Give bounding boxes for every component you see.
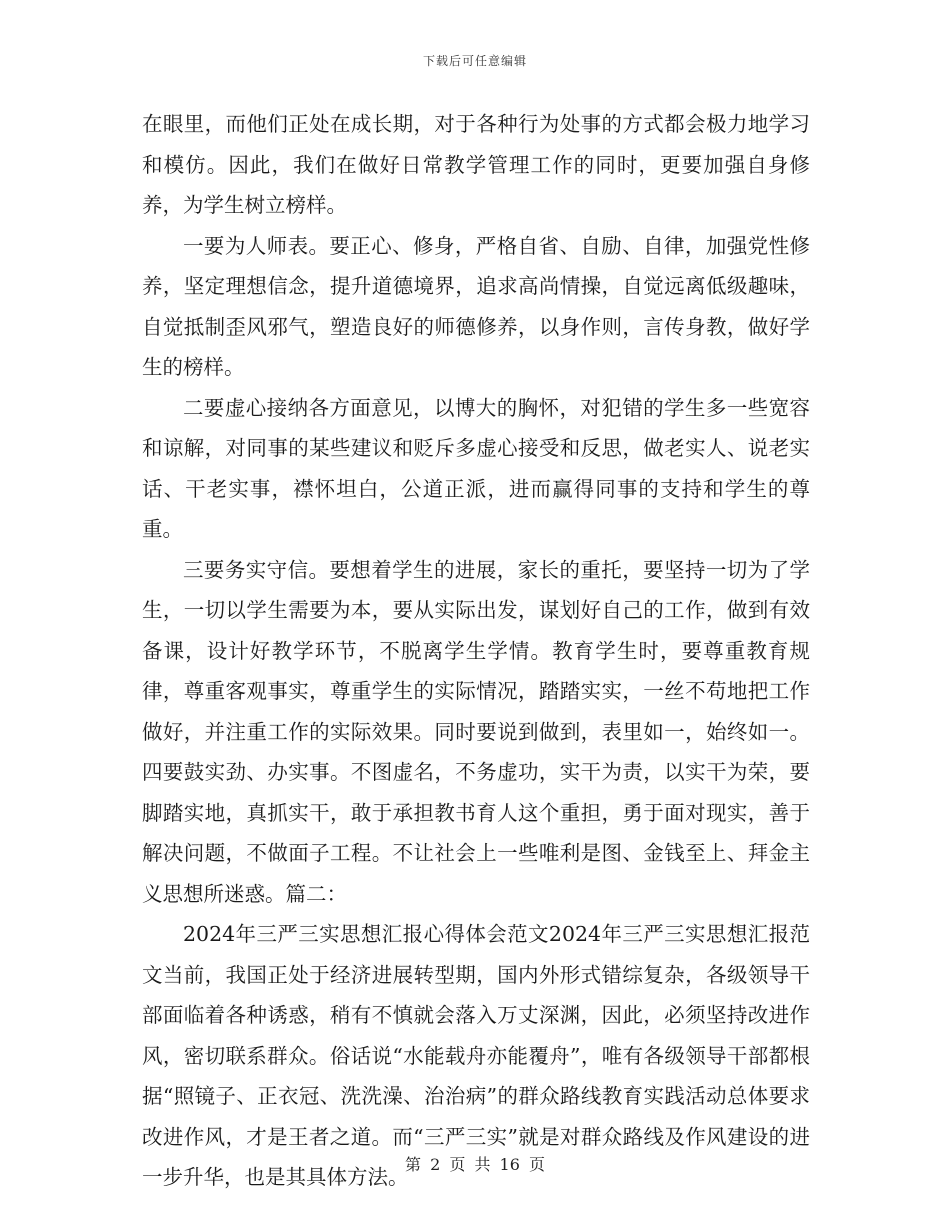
paragraph-accept-opinions: 二要虚心接纳各方面意见，以博大的胸怀，对犯错的学生多一些宽容和谅解，对同事的某些建议和贬斥多虚心接受和反思，做老实人、说老实话、干老实事，襟怀坦白，公道正派，进而赢得同事的支持和学生的尊重。 — [142, 395, 810, 541]
document-body — [142, 104, 810, 1198]
paragraph-role-model: 一要为人师表。要正心、修身，严格自省、自励、自律，加强党性修养，坚定理想信念，提升道德境界，追求高尚情操，自觉远离低级趣味，自觉抵制歪风邪气，塑造良好的师德修养，以身作则，言传身教，做好学生的榜样。 — [142, 233, 810, 379]
paragraph-practical-trust: 三要务实守信。要想着学生的进展，家长的重托，要坚持一切为了学生，一切以学生需要为本，要从实际出发，谋划好自己的工作，做到有效备课，设计好教学环节，不脱离学生学情。教育学生时，要尊重教育规律，尊重客观事实，尊重学生的实际情况，踏踏实实，一丝不苟地把工作做好，并注重工作的实际效果。同时要说到做到，表里如一，始终如一。四要鼓实劲、办实事。不图虚名，不务虚功，实干为责，以实干为荣，要脚踏实地，真抓实干，敢于承担教书育人这个重担，勇于面对现实，善于解决问题，不做面子工程。不让社会上一些唯利是图、金钱至上、拜金主义思想所迷惑。篇二： — [142, 557, 810, 906]
paragraph-continuation: 在眼里，而他们正处在成长期，对于各种行为处事的方式都会极力地学习和模仿。因此，我们在做好日常教学管理工作的同时，更要加强自身修养，为学生树立榜样。 — [142, 112, 810, 217]
page-header-note: 下载后可任意编辑 — [422, 54, 527, 68]
page-number-footer: 第 2 页 共 16 页 — [405, 1155, 545, 1174]
paragraph-three-strict-three-real: 2024年三严三实思想汇报心得体会范文2024年三严三实思想汇报范文当前，我国正处于经济进展转型期，国内外形式错综复杂，各级领导干部面临着各种诱惑，稍有不慎就会落入万丈深渊，因此，必须坚持改进作风，密切联系群众。俗话说“水能载舟亦能覆舟”，唯有各级领导干部都根据“照镜子、正衣冠、洗洗澡、治治病”的群众路线教育实践活动总体要求改进作风，才是王者之道。而“三严三实”就是对群众路线及作风建设的进一步升华，也是其具体方法。 — [142, 922, 810, 1189]
